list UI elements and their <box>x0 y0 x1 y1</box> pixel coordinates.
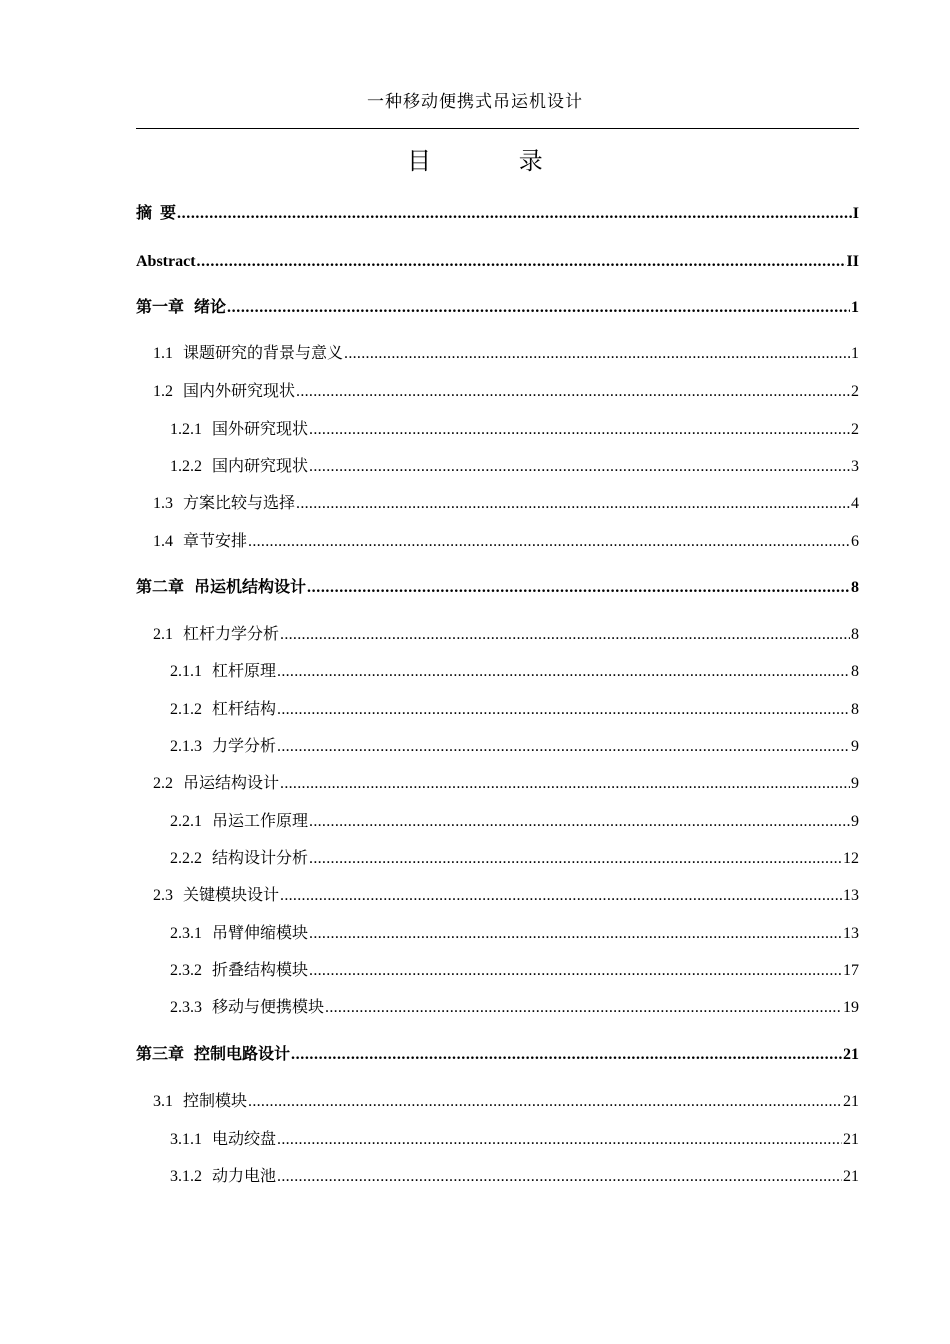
toc-entry-label: 动力电池 <box>212 1168 277 1185</box>
toc-entry-page-number: 9 <box>851 775 859 792</box>
toc-entry-number: 2.3.3 <box>170 999 202 1016</box>
toc-entry[interactable] <box>170 997 859 1019</box>
toc-entry-label: 电动绞盘 <box>212 1131 277 1148</box>
toc-dot-leader <box>277 699 850 721</box>
toc-dot-leader <box>309 923 842 945</box>
toc-dot-leader <box>277 736 850 758</box>
toc-dot-leader <box>309 960 842 982</box>
toc-entry-label: 方案比较与选择 <box>183 495 296 512</box>
toc-entry-page-number: 21 <box>843 1168 859 1185</box>
toc-entry-number: 2.3 <box>153 887 173 904</box>
toc-dot-leader <box>344 343 850 365</box>
toc-entry[interactable] <box>170 848 859 870</box>
toc-entry[interactable] <box>170 661 859 683</box>
toc-entry[interactable] <box>136 1044 859 1066</box>
toc-entry-number: 2.1.3 <box>170 738 202 755</box>
toc-dot-leader <box>307 577 850 599</box>
toc-entry-label: 国内外研究现状 <box>183 383 296 400</box>
toc-entry[interactable] <box>153 773 859 795</box>
toc-entry-label: 力学分析 <box>212 738 277 755</box>
toc-dot-leader <box>280 773 850 795</box>
toc-entry-number: 2.1 <box>153 626 173 643</box>
toc-entry-page-number: 1 <box>851 299 859 316</box>
running-header-title: 一种移动便携式吊运机设计 <box>367 92 583 112</box>
toc-entry-label: 杠杆力学分析 <box>183 626 280 643</box>
toc-dot-leader <box>325 997 842 1019</box>
toc-dot-leader <box>197 251 846 273</box>
toc-entry-page-number: 8 <box>851 663 859 680</box>
toc-entry-label: 吊臂伸缩模块 <box>212 925 309 942</box>
toc-entry-number: 1.2 <box>153 383 173 400</box>
toc-entry-number: 第一章 <box>136 299 185 316</box>
toc-entry-page-number: I <box>852 205 859 222</box>
toc-entry[interactable] <box>153 1091 859 1113</box>
toc-entry-label: 课题研究的背景与意义 <box>183 345 344 362</box>
toc-entry-label: Abstract <box>136 253 196 270</box>
toc-entry-number: 1.2.2 <box>170 458 202 475</box>
toc-entry-page-number: 9 <box>851 738 859 755</box>
toc-entry[interactable] <box>170 736 859 758</box>
toc-entry-label: 关键模块设计 <box>183 887 280 904</box>
toc-entry-number: 第二章 <box>136 579 185 596</box>
toc-entry-page-number: 3 <box>851 458 859 475</box>
toc-entry[interactable] <box>170 1129 859 1151</box>
toc-dot-leader <box>277 1166 842 1188</box>
toc-entry-number: 3.1.1 <box>170 1131 202 1148</box>
toc-dot-leader <box>177 203 852 225</box>
toc-entry-label: 吊运结构设计 <box>183 775 280 792</box>
toc-dot-leader <box>309 456 850 478</box>
toc-dot-leader <box>291 1044 842 1066</box>
toc-entry-number: 第三章 <box>136 1046 185 1063</box>
toc-entry-page-number: 21 <box>843 1046 859 1063</box>
toc-entry-page-number: 21 <box>843 1093 859 1110</box>
toc-entry-page-number: 9 <box>851 813 859 830</box>
toc-entry[interactable] <box>153 531 859 553</box>
toc-entry-page-number: 8 <box>851 579 859 596</box>
toc-entry-page-number: 17 <box>843 962 859 979</box>
toc-entry[interactable] <box>136 203 859 225</box>
toc-entry[interactable] <box>136 297 859 319</box>
toc-dot-leader <box>277 661 850 683</box>
toc-dot-leader <box>296 493 850 515</box>
toc-entry-number: 1.3 <box>153 495 173 512</box>
toc-entry-label: 国外研究现状 <box>212 421 309 438</box>
toc-entry[interactable] <box>136 251 859 273</box>
toc-entry-page-number: 2 <box>851 421 859 438</box>
toc-dot-leader <box>309 811 850 833</box>
toc-entry[interactable] <box>153 343 859 365</box>
toc-entry-number: 3.1 <box>153 1093 173 1110</box>
toc-dot-leader <box>227 297 850 319</box>
toc-entry-label: 吊运工作原理 <box>212 813 309 830</box>
toc-entry-page-number: 13 <box>843 887 859 904</box>
toc-dot-leader <box>309 848 842 870</box>
toc-entry-number: 2.1.2 <box>170 701 202 718</box>
toc-dot-leader <box>248 531 850 553</box>
toc-dot-leader <box>309 419 850 441</box>
toc-entry[interactable] <box>153 885 859 907</box>
toc-entry-label: 控制模块 <box>183 1093 248 1110</box>
toc-entry-page-number: 6 <box>851 533 859 550</box>
toc-dot-leader <box>280 885 842 907</box>
toc-entry[interactable] <box>136 577 859 599</box>
toc-entry-number: 1.4 <box>153 533 173 550</box>
toc-entry-page-number: 13 <box>843 925 859 942</box>
toc-entry-number: 2.2.1 <box>170 813 202 830</box>
toc-entry[interactable] <box>170 923 859 945</box>
toc-entry-number: 2.2.2 <box>170 850 202 867</box>
toc-entry-number: 1.1 <box>153 345 173 362</box>
toc-entry[interactable] <box>170 456 859 478</box>
toc-heading: 目 录 <box>407 147 583 175</box>
toc-entry-label: 杠杆原理 <box>212 663 277 680</box>
toc-entry-page-number: 1 <box>851 345 859 362</box>
toc-entry[interactable] <box>170 811 859 833</box>
toc-entry-page-number: 21 <box>843 1131 859 1148</box>
toc-dot-leader <box>280 624 850 646</box>
toc-entry-page-number: 19 <box>843 999 859 1016</box>
toc-entry[interactable] <box>153 493 859 515</box>
toc-entry-page-number: 12 <box>843 850 859 867</box>
toc-entry-label: 国内研究现状 <box>212 458 309 475</box>
toc-entry-label: 杠杆结构 <box>212 701 277 718</box>
toc-entry-page-number: 2 <box>851 383 859 400</box>
toc-entry-label: 绪论 <box>194 299 227 316</box>
toc-entry-page-number: 4 <box>851 495 859 512</box>
toc-entry[interactable] <box>170 699 859 721</box>
toc-entry-page-number: II <box>846 253 859 270</box>
toc-entry-label: 吊运机结构设计 <box>194 579 307 596</box>
toc-entry[interactable] <box>170 960 859 982</box>
toc-entry-number: 1.2.1 <box>170 421 202 438</box>
toc-dot-leader <box>248 1091 842 1113</box>
toc-entry-label: 控制电路设计 <box>194 1046 291 1063</box>
toc-entry[interactable] <box>153 381 859 403</box>
toc-entry-number: 3.1.2 <box>170 1168 202 1185</box>
toc-entry-number: 2.1.1 <box>170 663 202 680</box>
toc-entry[interactable] <box>170 1166 859 1188</box>
toc-entry-number: 2.2 <box>153 775 173 792</box>
toc-entry-label: 结构设计分析 <box>212 850 309 867</box>
toc-entry-label: 移动与便携模块 <box>212 999 325 1016</box>
toc-entry-page-number: 8 <box>851 701 859 718</box>
toc-dot-leader <box>277 1129 842 1151</box>
toc-entry[interactable] <box>153 624 859 646</box>
toc-entry-number: 2.3.1 <box>170 925 202 942</box>
toc-dot-leader <box>296 381 850 403</box>
toc-entry-number: 2.3.2 <box>170 962 202 979</box>
toc-entry-page-number: 8 <box>851 626 859 643</box>
toc-entry-label: 摘 要 <box>136 205 177 222</box>
toc-entry[interactable] <box>170 419 859 441</box>
toc-entry-label: 折叠结构模块 <box>212 962 309 979</box>
toc-entry-label: 章节安排 <box>183 533 248 550</box>
